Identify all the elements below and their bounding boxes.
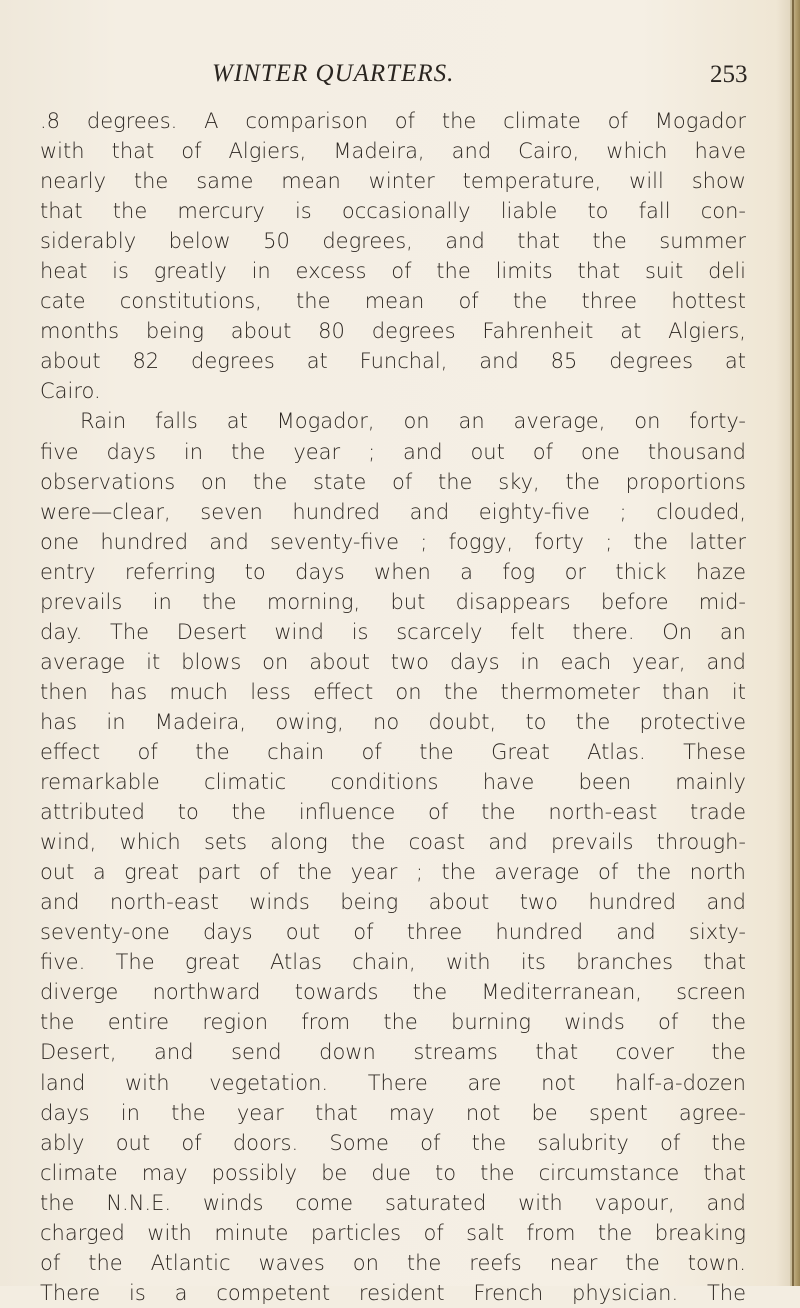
text-line: the entire region from the burning winds of the (40, 1010, 746, 1035)
body-text (40, 106, 746, 1308)
text-line: .8 degrees. A comparison of the climate of Mogador (40, 109, 746, 133)
text-line: heat is greatly in excess of the limits that suit deli (40, 259, 746, 284)
text-line: months being about 80 degrees Fahrenheit at Algiers, (40, 319, 746, 344)
text-line: climate may possibly be due to the circumstance that (40, 1160, 746, 1185)
text-line: of the Atlantic waves on the reefs near the town. (40, 1250, 746, 1275)
text-line: ably out of doors. Some of the salubrity of the (40, 1130, 746, 1155)
text-line: prevails in the morning, but disappears before mid- (40, 589, 746, 614)
text-line: days in the year that may not be spent agree- (40, 1100, 746, 1125)
text-line: five days in the year ; and out of one thousand (40, 439, 746, 464)
text-line: has in Madeira, owing, no doubt, to the protective (40, 709, 746, 734)
text-line: day. The Desert wind is scarcely felt there. On an (40, 619, 746, 644)
text-line: There is a competent resident French physician. The (40, 1280, 746, 1305)
text-line: five. The great Atlas chain, with its branches that (40, 950, 746, 975)
running-head: WINTER QUARTERS. (212, 60, 455, 87)
page-header (0, 60, 800, 100)
text-line: out a great part of the year ; the average of the north (40, 860, 746, 885)
text-line: then has much less effect on the thermometer than it (40, 679, 746, 704)
text-line: entry referring to days when a fog or thick haze (40, 559, 746, 584)
text-line: wind, which sets along the coast and prevails through- (40, 830, 746, 855)
text-line: were—clear, seven hundred and eighty-five ; clouded, (40, 499, 746, 524)
page-edge-line (792, 0, 794, 1286)
text-line: one hundred and seventy-five ; foggy, forty ; the latter (40, 529, 746, 554)
page-number: 253 (710, 61, 748, 88)
text-line: land with vegetation. There are not half-a-dozen (40, 1070, 746, 1095)
text-line: attributed to the influence of the north-east trade (40, 800, 746, 825)
text-line: siderably below 50 degrees, and that the summer (40, 229, 746, 254)
text-line: that the mercury is occasionally liable to fall con- (40, 199, 746, 224)
text-line: effect of the chain of the Great Atlas. These (40, 739, 746, 764)
text-line: average it blows on about two days in each year, and (40, 649, 746, 674)
text-line: observations on the state of the sky, the proportions (40, 469, 746, 494)
text-line: Cairo. (40, 379, 101, 404)
paragraph-first-line: Rain falls at Mogador, on an average, on forty- (80, 409, 746, 434)
text-line: the N.N.E. winds come saturated with vapour, and (40, 1190, 746, 1215)
text-line: with that of Algiers, Madeira, and Cairo, which have (40, 139, 746, 164)
text-line: nearly the same mean winter temperature, will show (40, 169, 746, 194)
text-line: cate constitutions, the mean of the three hottest (40, 289, 746, 314)
text-line: and north-east winds being about two hundred and (40, 890, 746, 915)
text-line: charged with minute particles of salt from the breaking (40, 1220, 746, 1245)
text-line: diverge northward towards the Mediterranean, screen (40, 980, 746, 1005)
text-line: remarkable climatic conditions have been mainly (40, 770, 746, 795)
text-line: seventy-one days out of three hundred and sixty- (40, 920, 746, 945)
text-line: Desert, and send down streams that cover the (40, 1040, 746, 1065)
text-line: about 82 degrees at Funchal, and 85 degrees at (40, 349, 746, 374)
